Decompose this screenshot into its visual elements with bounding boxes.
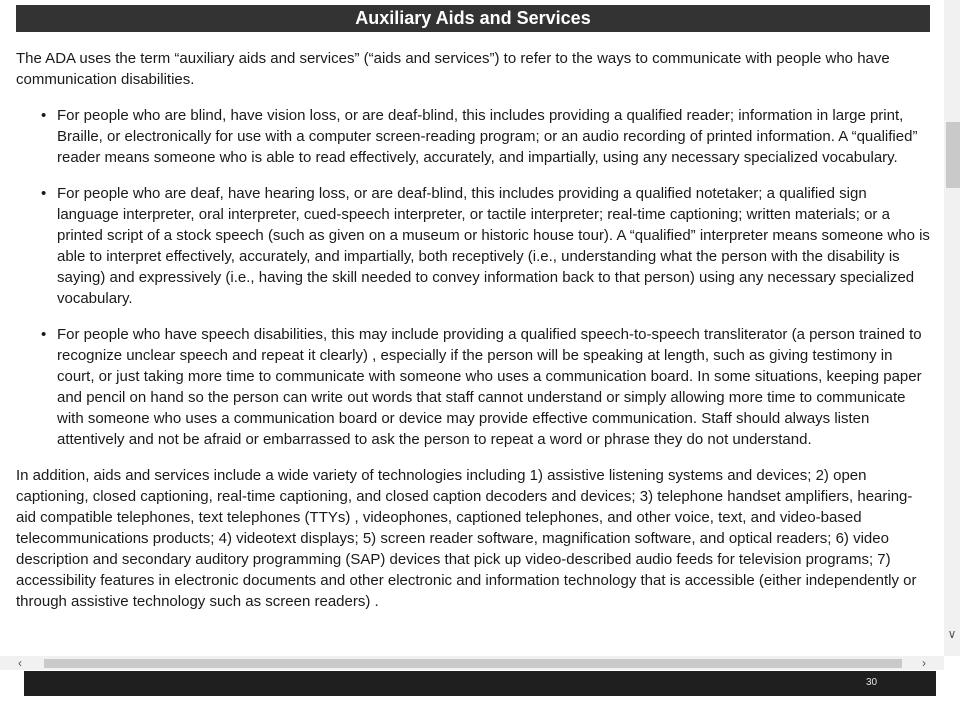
footer-bar (24, 671, 936, 696)
scroll-left-icon[interactable]: ‹ (18, 656, 22, 670)
intro-paragraph: The ADA uses the term “auxiliary aids and services” (“aids and services”) to refer to the ways to communicate with people who have communication disabilities. (16, 50, 890, 88)
section-title: Auxiliary Aids and Services (355, 8, 591, 28)
document-body (16, 48, 930, 612)
closing-paragraph: In addition, aids and services include a wide variety of technologies including 1) assistive listening systems and devices; 2) open captioning, closed captioning, real-time captioning, and closed caption decoders and devices; 3) telephone handset amplifiers, hearing-aid compatible telephones, text telephones (TTYs) , videophones, captioned telephones, and other voice, text, and video-based telecommunications products; 4) videotext displays; 5) screen reader software, magnification software, and optical readers; 6) video description and secondary auditory programming (SAP) devices that pick up video-described audio feeds for television programs; 7) accessibility features in electronic documents and other electronic and information technology that is accessible (either independently or through assistive technology such as screen readers) . (16, 467, 917, 610)
list-item (16, 105, 930, 168)
bullet-list (16, 105, 930, 450)
list-item (16, 324, 930, 450)
bullet-icon: • (41, 185, 47, 202)
list-item-text: For people who have speech disabilities, this may include providing a qualified speech-to-speech transliterator (a person trained to recognize unclear speech and repeat it clearly) , especially if the person will be speaking at length, such as giving testimony in court, or just taking more time to communicate with someone who uses a communication board. In some situations, keeping paper and pencil on hand so the person can write out words that staff cannot understand or simply allowing more time to communicate with someone who uses a communication board or device may provide effective communication. Staff should always listen attentively and not be afraid or embarrassed to ask the person to repeat a word or phrase they do not understand. (57, 326, 922, 448)
list-item (16, 183, 930, 309)
bullet-icon: • (41, 326, 47, 343)
scroll-down-icon[interactable]: ∨ (947, 627, 957, 641)
page-number: 30 (866, 677, 878, 688)
bullet-icon: • (41, 107, 47, 124)
vertical-scroll-thumb[interactable] (946, 122, 960, 188)
horizontal-scroll-thumb[interactable] (44, 659, 902, 668)
section-header (16, 5, 930, 32)
list-item-text: For people who are blind, have vision loss, or are deaf-blind, this includes providing a qualified reader; information in large print, Braille, or electronically for use with a computer screen-reading program; or an audio recording of printed information. A “qualified” reader means someone who is able to read effectively, accurately, and impartially, using any necessary specialized vocabulary. (57, 107, 918, 166)
vertical-scrollbar[interactable] (944, 0, 960, 656)
scroll-right-icon[interactable]: › (922, 656, 926, 670)
list-item-text: For people who are deaf, have hearing loss, or are deaf-blind, this includes providing a qualified notetaker; a qualified sign language interpreter, oral interpreter, cued-speech interpreter, or tactile interpreter; real-time captioning; written materials; or a printed script of a stock speech (such as given on a museum or historic house tour). A “qualified” interpreter means someone who is able to interpret effectively, accurately, and impartially, both receptively (i.e., understanding what the person with the disability is saying) and expressively (i.e., having the skill needed to convey information back to that person) using any necessary specialized vocabulary. (57, 185, 930, 307)
